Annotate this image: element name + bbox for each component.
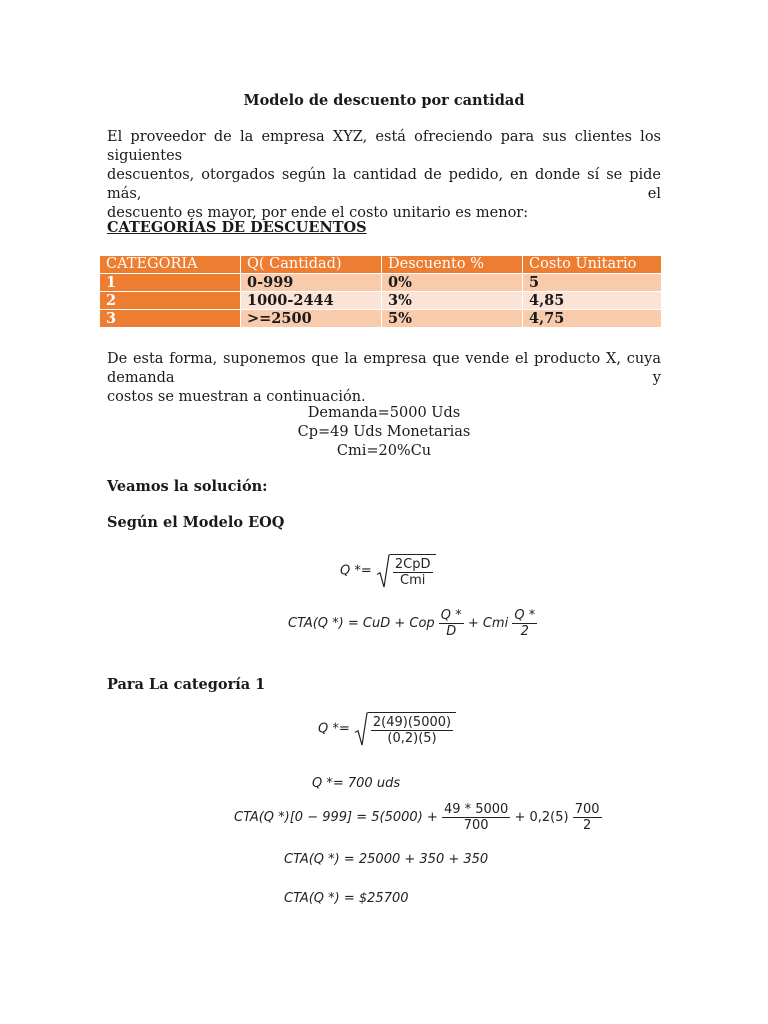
header-cell: Descuento % (382, 256, 523, 274)
cat1-q-result-text: Q *= 700 uds (312, 776, 401, 791)
header-cell: Costo Unitario (523, 256, 662, 274)
cat1-q-formula (318, 712, 456, 746)
intro-paragraph (107, 128, 661, 223)
table-cell: 5% (382, 310, 523, 328)
cat1-cta-total-text: CTA(Q *) = $25700 (284, 891, 409, 906)
table-cell: 1 (100, 274, 241, 292)
cta-frac2-num: Q * (514, 608, 536, 623)
table-cell: 0-999 (241, 274, 382, 292)
table-row (100, 292, 662, 310)
table-header-row (100, 256, 662, 274)
cat1-cta-frac2-den: 2 (583, 818, 592, 833)
intro-line-1: El proveedor de la empresa XYZ, está ofreciendo para sus clientes los siguientes (107, 129, 661, 164)
table-row (100, 310, 662, 328)
table-cell: 4,75 (523, 310, 662, 328)
cta-frac1-num: Q * (440, 608, 462, 623)
table-cell: 1000-2444 (241, 292, 382, 310)
header-cell: CATEGORIA (100, 256, 241, 274)
intro-line-3: descuento es mayor, por ende el costo unitario es menor: (107, 205, 529, 221)
table-cell: 3 (100, 310, 241, 328)
eoq-lhs: Q *= (340, 563, 372, 579)
eoq-formula (340, 554, 436, 588)
cat1-cta-sum-text: CTA(Q *) = 25000 + 350 + 350 (284, 852, 489, 867)
intro-line-2: descuentos, otorgados según la cantidad de pedido, en donde sí se pide más, el (107, 167, 661, 202)
cta-frac1-den: D (446, 624, 457, 639)
cat1-q-numerator: 2(49)(5000) (372, 715, 452, 730)
table-cell: >=2500 (241, 310, 382, 328)
sqrt-sign (354, 712, 456, 746)
cat1-cta-total (284, 891, 409, 906)
cat1-cta-frac2-num: 700 (574, 802, 600, 817)
category1-heading: Para La categoría 1 (107, 676, 266, 693)
table-cell: 0% (382, 274, 523, 292)
cta-lhs: CTA(Q *) = CuD + Cop (288, 616, 435, 631)
table-row (100, 274, 662, 292)
table-cell: 2 (100, 292, 241, 310)
cta-plus: + Cmi (467, 616, 509, 631)
table-cell: 4,85 (523, 292, 662, 310)
cat1-cta-frac1-den: 700 (463, 818, 489, 833)
eoq-heading: Según el Modelo EOQ (107, 514, 285, 531)
cat1-q-result (312, 776, 400, 791)
cat1-cta-sum (284, 852, 488, 867)
scenario-line-2: costos se muestran a continuación. (107, 389, 366, 405)
param-demand: Demanda=5000 Uds (307, 405, 461, 421)
scenario-line-1: De esta forma, suponemos que la empresa que vende el producto X, cuya demanda y (107, 351, 661, 386)
scenario-paragraph (107, 350, 661, 407)
cta-frac2-den: 2 (520, 624, 529, 639)
table-cell: 3% (382, 292, 523, 310)
sqrt-sign (376, 554, 436, 588)
cta-formula (288, 608, 537, 639)
cat1-q-lhs: Q *= (318, 721, 350, 737)
param-cmi: Cmi=20%Cu (336, 443, 432, 459)
eoq-numerator: 2CpD (394, 557, 431, 572)
discount-table (100, 256, 662, 328)
cat1-cta-mid: + 0,2(5) (514, 810, 569, 825)
param-cp: Cp=49 Uds Monetarias (297, 424, 471, 440)
cat1-cta-lhs: CTA(Q *)[0 − 999] = 5(5000) + (234, 810, 438, 825)
categories-heading: CATEGORÍAS DE DESCUENTOS (107, 219, 367, 236)
eoq-denominator: Cmi (400, 573, 426, 588)
solution-heading: Veamos la solución: (107, 478, 268, 495)
table-cell: 5 (523, 274, 662, 292)
header-cell: Q( Cantidad) (241, 256, 382, 274)
cat1-q-denominator: (0,2)(5) (387, 731, 437, 746)
cat1-cta-formula (234, 802, 602, 833)
document-title: Modelo de descuento por cantidad (243, 92, 525, 109)
cat1-cta-frac1-num: 49 * 5000 (443, 802, 509, 817)
